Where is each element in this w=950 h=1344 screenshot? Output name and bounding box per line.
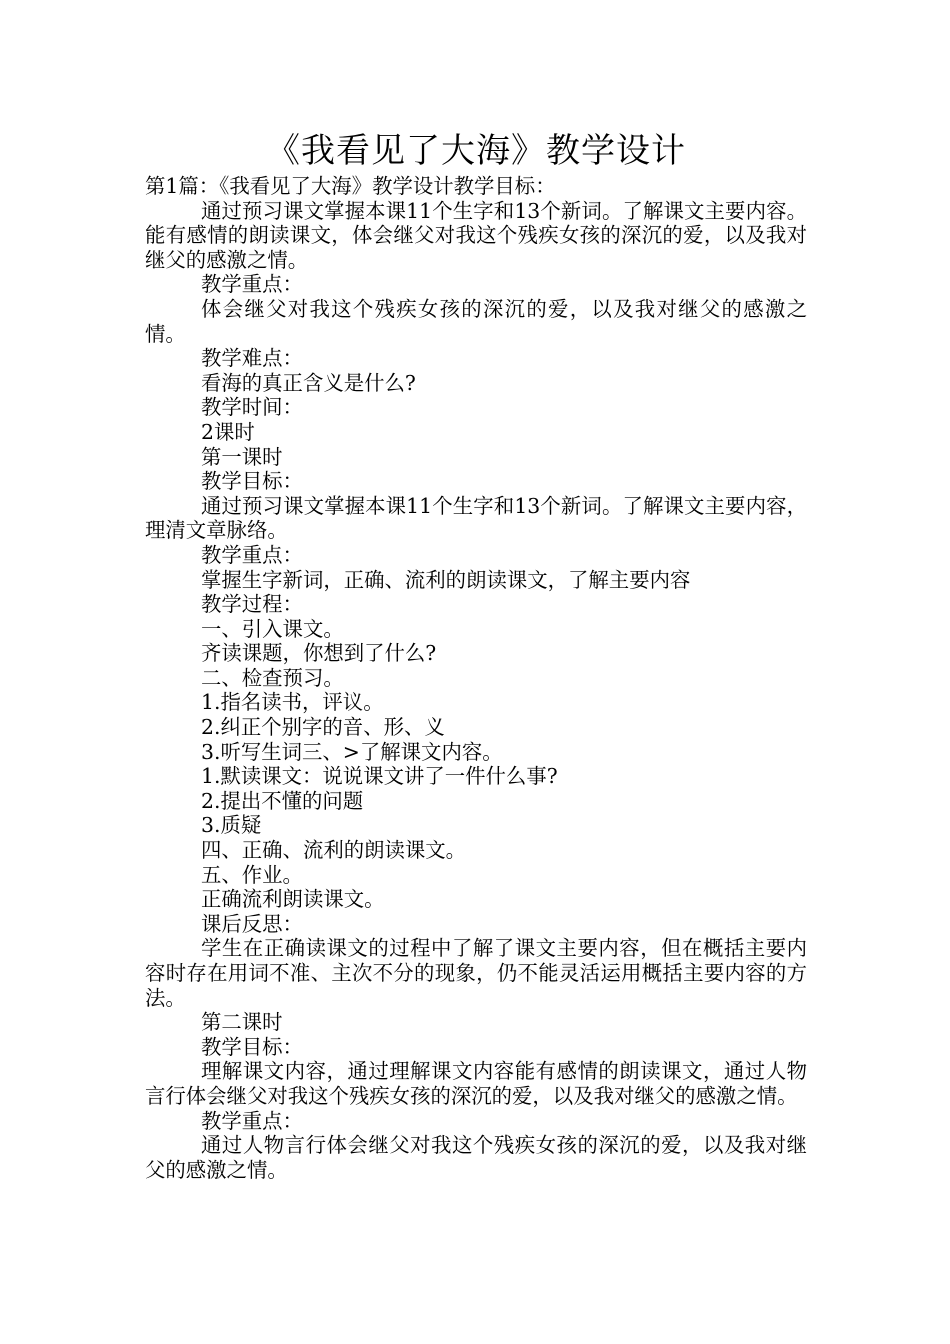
- paragraph: 教学重点：: [201, 272, 303, 297]
- paragraph: 3.质疑: [201, 813, 262, 838]
- paragraph: 课后反思：: [201, 911, 303, 936]
- paragraph: 教学目标：: [201, 1034, 303, 1059]
- document-title: 《我看见了大海》教学设计: [266, 131, 686, 171]
- paragraph: 3.听写生词三、>了解课文内容。: [201, 739, 503, 764]
- paragraph: 第一课时: [201, 444, 283, 469]
- paragraph: 第1篇：《我看见了大海》教学设计教学目标：: [145, 174, 556, 198]
- paragraph: 通过预习课文掌握本课11个生字和13个新词。了解课文主要内容。能有感情的朗读课文，体会继父对我这个残疾女孩的深沉的爱，以及我对继父的感激之情。: [145, 198, 807, 272]
- paragraph: 通过人物言行体会继父对我这个残疾女孩的深沉的爱，以及我对继父的感激之情。: [145, 1133, 807, 1182]
- paragraph: 一、引入课文。: [201, 616, 344, 641]
- paragraph: 学生在正确读课文的过程中了解了课文主要内容，但在概括主要内容时存在用词不准、主次不分的现象，仍不能灵活运用概括主要内容的方法。: [145, 936, 807, 1010]
- paragraph: 齐读课题，你想到了什么?: [201, 641, 437, 666]
- paragraph: 教学过程：: [201, 592, 303, 617]
- document-page: [145, 128, 807, 1182]
- paragraph: 掌握生字新词，正确、流利的朗读课文，了解主要内容: [201, 567, 691, 592]
- paragraph: 第二课时: [201, 1010, 283, 1035]
- paragraph: 二、检查预习。: [201, 665, 344, 690]
- paragraph: 2.纠正个别字的音、形、义: [201, 715, 445, 740]
- paragraph: 教学时间：: [201, 395, 303, 420]
- paragraph: 看海的真正含义是什么?: [201, 370, 416, 395]
- paragraph: 理解课文内容，通过理解课文内容能有感情的朗读课文，通过人物言行体会继父对我这个残疾女孩的深沉的爱，以及我对继父的感激之情。: [145, 1059, 807, 1108]
- paragraph: 教学目标：: [201, 469, 303, 494]
- paragraph: 2课时: [201, 419, 255, 444]
- paragraph: 通过预习课文掌握本课11个生字和13个新词。了解课文主要内容，理清文章脉络。: [145, 493, 807, 543]
- paragraph: 四、正确、流利的朗读课文。: [201, 838, 467, 863]
- paragraph: 教学难点：: [201, 346, 303, 371]
- paragraph: 教学重点：: [201, 1108, 303, 1133]
- paragraph: 正确流利朗读课文。: [201, 887, 385, 912]
- paragraph: 1.指名读书，评议。: [201, 690, 384, 715]
- paragraph: 1.默读课文：说说课文讲了一件什么事?: [201, 764, 558, 789]
- paragraph: 教学重点：: [201, 542, 303, 567]
- document-body: [145, 174, 807, 1182]
- paragraph: 体会继父对我这个残疾女孩的深沉的爱，以及我对继父的感激之情。: [145, 296, 807, 346]
- paragraph: 2.提出不懂的问题: [201, 788, 364, 813]
- paragraph: 五、作业。: [201, 862, 303, 887]
